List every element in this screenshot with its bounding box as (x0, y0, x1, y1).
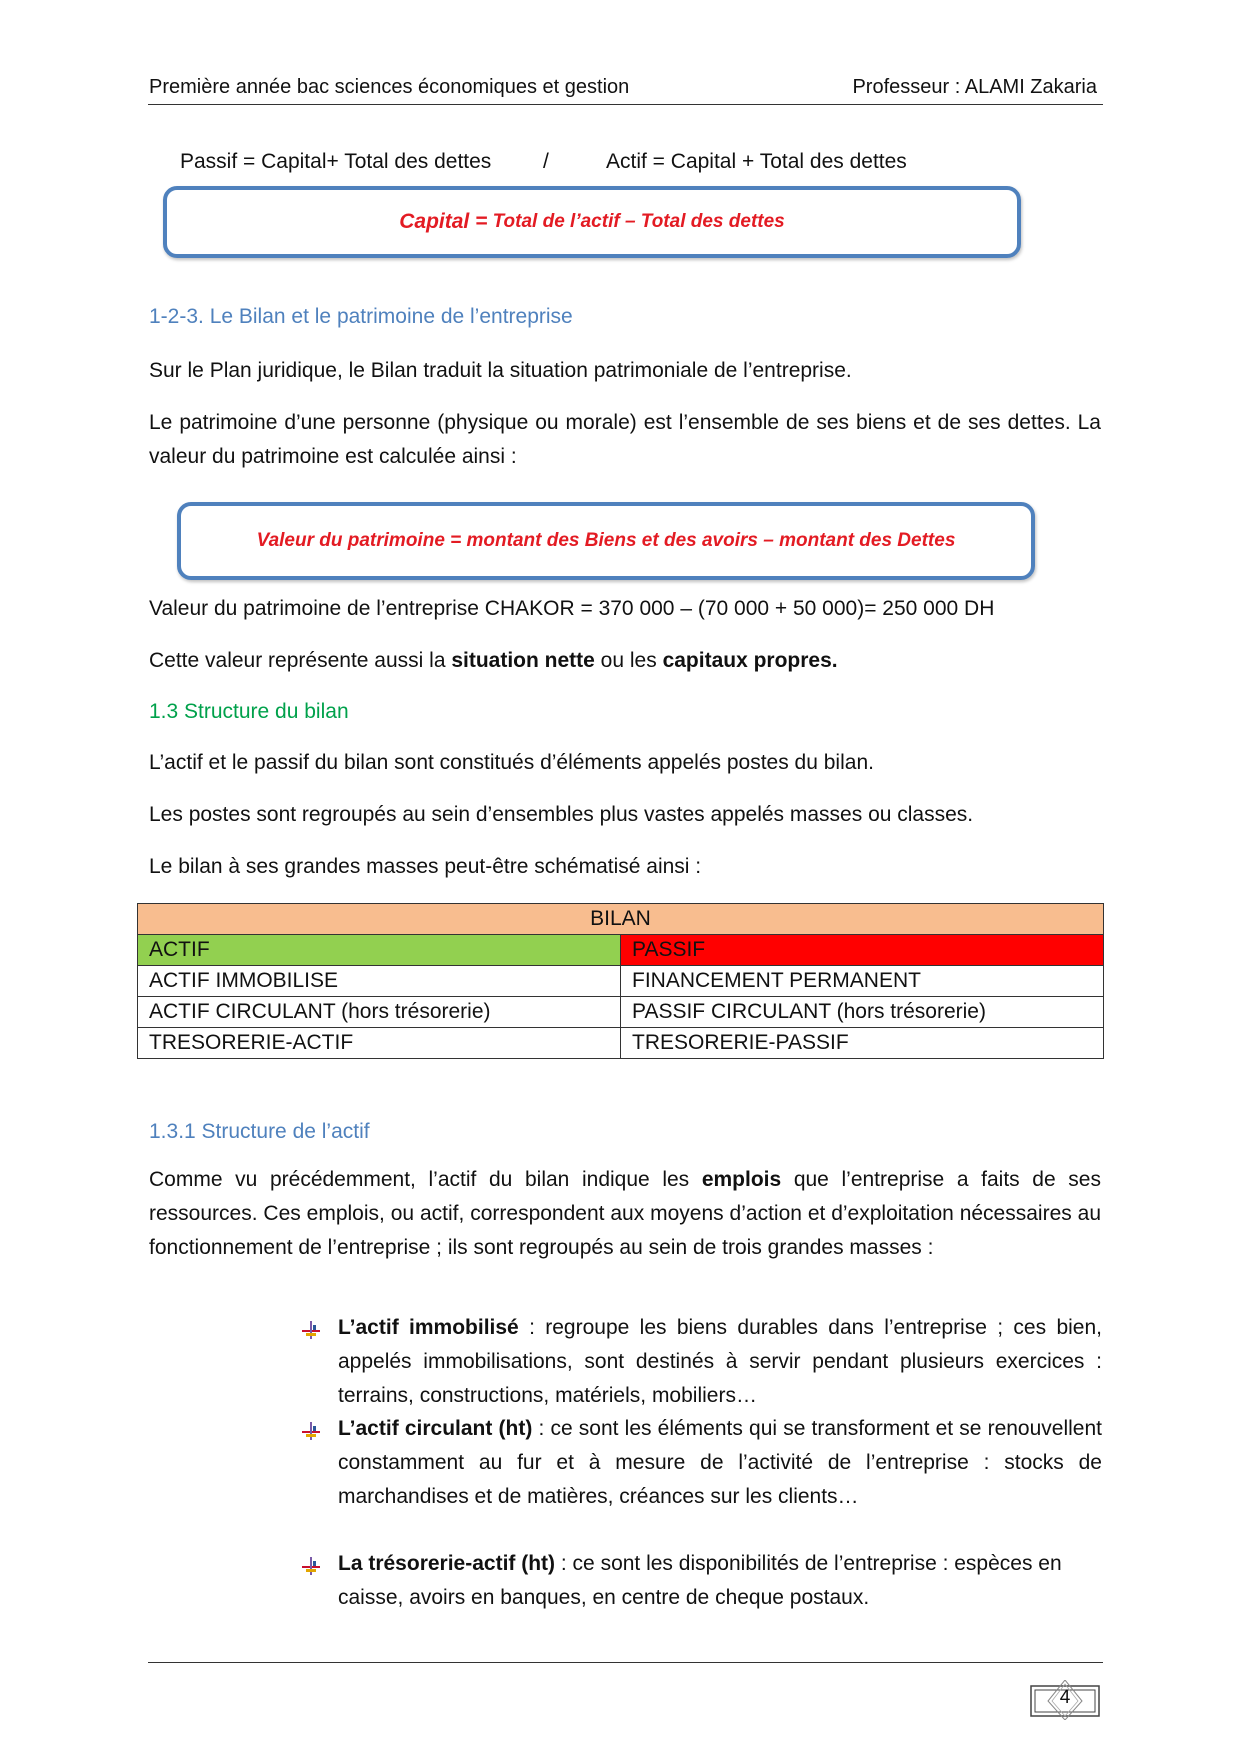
section-123-p1: Sur le Plan juridique, le Bilan traduit la situation patrimoniale de l’entreprise. (149, 359, 852, 382)
section-13-p2: Les postes sont regroupés au sein d’ensembles plus vastes appelés masses ou classes. (149, 803, 974, 826)
bullet-cross-icon (300, 1319, 322, 1341)
section-13-p3: Le bilan à ses grandes masses peut-être schématisé ainsi : (149, 855, 702, 878)
section-131-p1 (149, 1163, 1101, 1265)
bullet-cross-icon (300, 1555, 322, 1577)
bullet-3-bold: La trésorerie-actif (ht) (338, 1552, 556, 1575)
section-123-title: 1-2-3. Le Bilan et le patrimoine de l’entreprise (149, 305, 573, 328)
p4-part-a: Cette valeur représente aussi la (149, 649, 452, 672)
bullet-3-text: : ce sont les disponibilités de l’entreprise : espèces en caisse, avoirs en banques, en centre de cheque postaux. (338, 1552, 1062, 1609)
passif-cell: FINANCEMENT PERMANENT (621, 966, 1104, 997)
section-13-p1: L’actif et le passif du bilan sont constitués d’éléments appelés postes du bilan. (149, 751, 874, 774)
p1-part-a: Comme vu précédemment, l’actif du bilan indique les (149, 1168, 702, 1191)
capital-formula-box (163, 186, 1021, 258)
formula-actif: Actif = Capital + Total des dettes (606, 150, 907, 173)
formula-passif: Passif = Capital+ Total des dettes (180, 150, 492, 173)
section-123-p3: Valeur du patrimoine de l’entreprise CHAKOR = 370 000 – (70 000 + 50 000)= 250 000 DH (149, 597, 995, 620)
bullet-2-text: : ce sont les éléments qui se transforment et se renouvellent constamment au fur et à mesure de l’activité de l’entreprise : stocks de marchandises et de matières, créances sur les clients… (338, 1417, 1102, 1508)
bullet-2-bold: L’actif circulant (ht) (338, 1417, 533, 1440)
passif-header: PASSIF (621, 935, 1104, 966)
footer-rule (148, 1662, 1103, 1663)
section-13-title: 1.3 Structure du bilan (149, 700, 349, 723)
patrimoine-formula-box (177, 502, 1035, 580)
header-rule (148, 104, 1103, 105)
bilan-title: BILAN (138, 904, 1104, 935)
bullet-cross-icon (300, 1420, 322, 1442)
actif-header: ACTIF (138, 935, 621, 966)
actif-cell: TRESORERIE-ACTIF (138, 1028, 621, 1059)
table-row (138, 997, 1104, 1028)
page-number: 4 (1059, 1687, 1071, 1708)
passif-cell: TRESORERIE-PASSIF (621, 1028, 1104, 1059)
page-number-badge (1030, 1680, 1100, 1720)
bullet-1-bold: L’actif immobilisé (338, 1316, 519, 1339)
p1-part-c: que l’entreprise a faits de ses ressources. Ces emplois, ou actif, correspondent aux moyens d’action et d’exploitation nécessaires au fonctionnement de l’entreprise ; ils sont regroupés au sein de trois grandes masses : (149, 1168, 1101, 1259)
section-123-p2: Le patrimoine d’une personne (physique ou morale) est l’ensemble de ses biens et de ses dettes. La valeur du patrimoine est calculée ainsi : (149, 411, 1101, 468)
actif-cell: ACTIF IMMOBILISE (138, 966, 621, 997)
p1-emplois: emplois (701, 1168, 782, 1191)
passif-cell: PASSIF CIRCULANT (hors trésorerie) (621, 997, 1104, 1028)
header-left: Première année bac sciences économiques et gestion (149, 76, 630, 98)
table-row (138, 1028, 1104, 1059)
p4-capitaux-propres: capitaux propres. (662, 649, 838, 672)
p4-situation-nette: situation nette (451, 649, 595, 672)
capital-formula-rest: Total de l’actif – Total des dettes (492, 211, 785, 232)
formula-separator: / (543, 150, 549, 173)
section-123-p4 (149, 644, 1101, 678)
p4-part-c: ou les (594, 649, 663, 672)
section-131-title: 1.3.1 Structure de l’actif (149, 1120, 370, 1143)
patrimoine-formula: Valeur du patrimoine = montant des Biens et des avoirs – montant des Dettes (256, 530, 956, 551)
actif-cell: ACTIF CIRCULANT (hors trésorerie) (138, 997, 621, 1028)
bullet-1-text: : regroupe les biens durables dans l’entreprise ; ces bien, appelés immobilisations, sont destinés à servir pendant plusieurs exercices : terrains, constructions, matériels, mobiliers… (338, 1316, 1102, 1407)
table-row (138, 966, 1104, 997)
header-right: Professeur : ALAMI Zakaria (852, 76, 1097, 98)
bilan-table (137, 903, 1104, 1059)
capital-formula-lead: Capital = (399, 210, 488, 233)
